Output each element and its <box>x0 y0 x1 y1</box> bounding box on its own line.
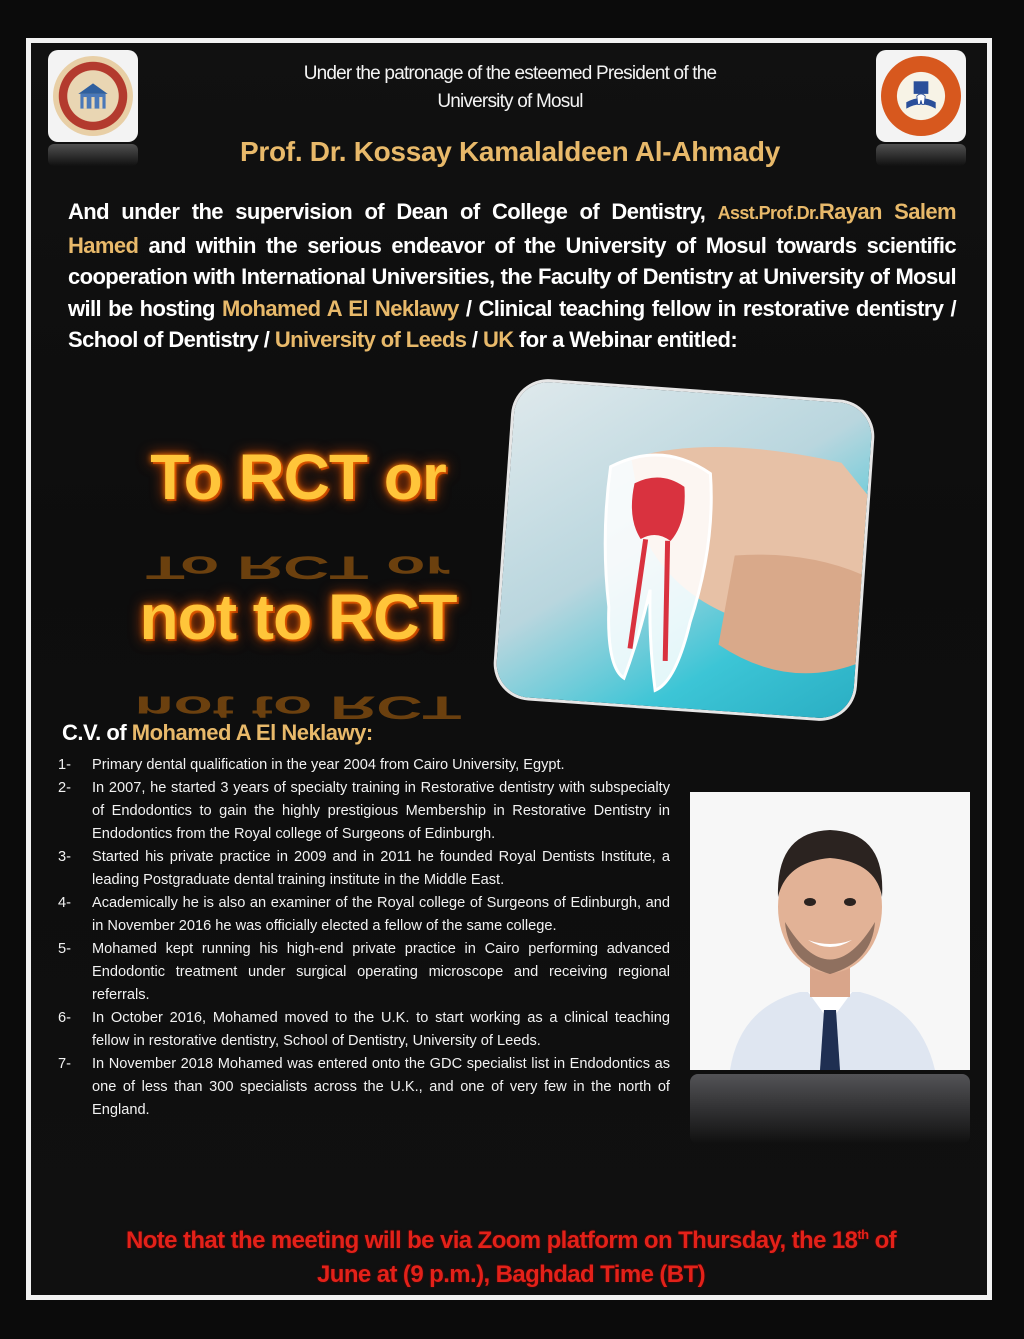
tooth-image <box>494 380 873 720</box>
cv-item-number: 2- <box>58 780 71 796</box>
university-logo <box>48 50 138 142</box>
meeting-note-text-1: Note that the meeting will be via Zoom platform on Thursday, the 18 <box>125 1227 858 1254</box>
cv-heading <box>62 720 373 746</box>
intro-text-4: / <box>466 327 483 352</box>
university-name: University of Leeds <box>274 327 467 352</box>
cv-item <box>58 846 670 892</box>
tooth-in-hand-icon <box>494 380 873 720</box>
cv-list <box>58 754 670 1122</box>
speaker-name: Mohamed A El Neklawy <box>221 295 459 321</box>
meeting-note-ordinal: th <box>857 1227 869 1242</box>
meeting-note-text-2: of <box>868 1227 897 1254</box>
patronage-line-2: University of Mosul <box>437 91 583 112</box>
cv-item <box>58 754 670 777</box>
logo-reflection <box>876 144 966 166</box>
cv-item-number: 7- <box>58 1056 71 1072</box>
intro-text-1: And under the supervision of Dean of College of Dentistry, <box>68 199 718 224</box>
university-of-mosul-seal-icon <box>53 56 133 136</box>
cv-item <box>58 938 670 1007</box>
cv-heading-prefix: C.V. of <box>62 720 132 745</box>
cv-heading-name: Mohamed A El Neklawy: <box>131 720 373 745</box>
intro-text-3: / Clinical teaching fellow in restorative dentistry / School of Dentistry / <box>68 295 957 352</box>
webinar-title-line-1: To RCT or <box>150 441 446 513</box>
meeting-note-line-2: June at (9 p.m.), Baghdad Time (BT) <box>317 1261 705 1288</box>
cv-item <box>58 1053 670 1122</box>
cv-item-text: Primary dental qualification in the year 2004 from Cairo University, Egypt. <box>92 757 565 773</box>
cv-item <box>58 1007 670 1053</box>
dean-name: Rayan Salem Hamed <box>68 199 956 258</box>
photo-reflection <box>690 1074 970 1144</box>
patronage-text <box>200 60 820 116</box>
cv-item-text: Started his private practice in 2009 and in 2011 he founded Royal Dentists Institute, a leading Postgraduate dental training institute in the Middle East. <box>92 849 670 888</box>
president-name: Prof. Dr. Kossay Kamalaldeen Al-Ahmady <box>240 136 780 167</box>
cv-item-number: 4- <box>58 895 71 911</box>
cv-item-text: In November 2018 Mohamed was entered onto the GDC specialist list in Endodontics as one of less than 300 specialists across the U.K., and one of very few in the north of England. <box>92 1056 670 1118</box>
cv-item-number: 6- <box>58 1010 71 1026</box>
cv-item <box>58 777 670 846</box>
dean-title: Asst.Prof.Dr. <box>717 203 819 223</box>
speaker-portrait-icon <box>690 792 970 1070</box>
meeting-note-line-1 <box>86 1218 936 1258</box>
country-name: UK <box>482 327 514 352</box>
intro-paragraph <box>68 196 956 356</box>
cv-item-text: In October 2016, Mohamed moved to the U.K. to start working as a clinical teaching fellow in restorative dentistry, School of Dentistry, University of Leeds. <box>92 1010 670 1049</box>
webinar-title-line-2: not to RCT <box>139 581 457 653</box>
cv-item-number: 3- <box>58 849 71 865</box>
cv-item-text: Academically he is also an examiner of the Royal college of Surgeons of Edinburgh, and in November 2016 he was officially elected a fellow of the same college. <box>92 895 670 934</box>
cv-item <box>58 892 670 938</box>
college-of-dentistry-seal-icon <box>881 56 961 136</box>
cv-item-number: 1- <box>58 757 71 773</box>
logo-reflection <box>48 144 138 166</box>
meeting-note <box>86 1218 936 1292</box>
patronage-line-1: Under the patronage of the esteemed President of the <box>303 63 717 84</box>
college-logo <box>876 50 966 142</box>
cv-item-text: Mohamed kept running his high-end private practice in Cairo performing advanced Endodontic treatment under surgical operating microscope and receiving regional referrals. <box>92 941 670 1003</box>
cv-item-text: In 2007, he started 3 years of specialty training in Restorative dentistry with subspecialty of Endodontics to gain the highly prestigious Membership in Restorative Dentistry in Endodontics from the Royal college of Surgeons of Edinburgh. <box>92 780 670 842</box>
intro-text-5: for a Webinar entitled: <box>513 327 738 352</box>
intro-text-2: and within the serious endeavor of the University of Mosul towards scientific cooperation with International Universities, the Faculty of Dentistry at University of Mosul will be hosting <box>68 232 956 321</box>
speaker-photo <box>690 792 970 1070</box>
cv-item-number: 5- <box>58 941 71 957</box>
